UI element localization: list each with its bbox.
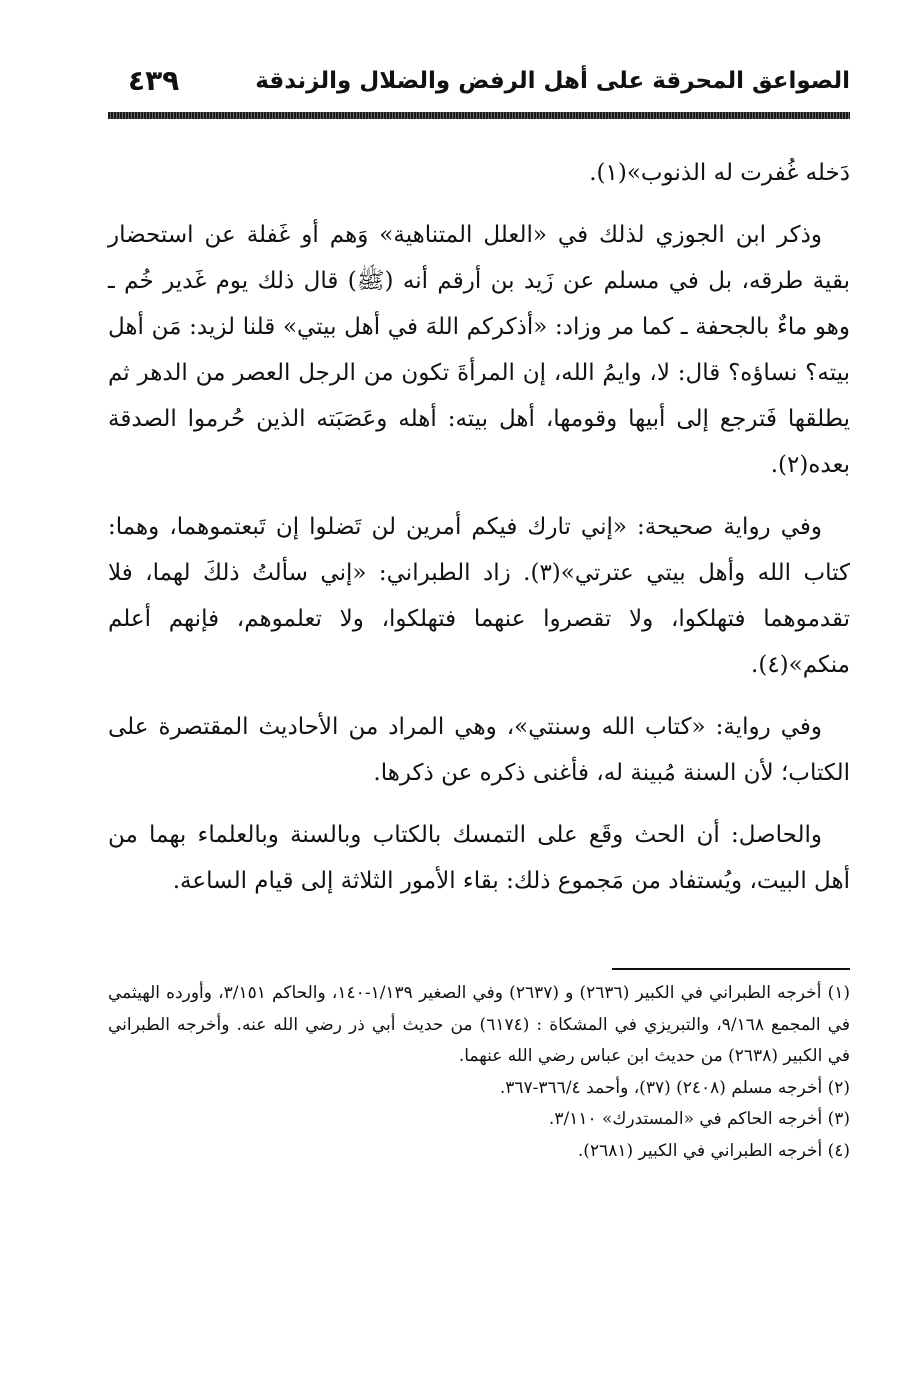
running-title: الصواعق المحرقة على أهل الرفض والضلال والزندقة (255, 68, 850, 94)
paragraph: وذكر ابن الجوزي لذلك في «العلل المتناهية» وَهم أو غَفلة عن استحضار بقية طرقه، بل في مسلم عن زَيد بن أرقم أنه (ﷺ) قال ذلك يوم غَدير خُم ـ وهو ماءٌ بالجحفة ـ كما مر وزاد: «أذكركم اللهَ في أهل بيتي» قلنا لزيد: مَن أهل بيته؟ نساؤه؟ قال: لا، وايمُ الله، إن المرأةَ تكون من الرجل العصر من الدهر ثم يطلقها فَترجع إلى أبيها وقومها، أهل بيته: أهله وعَصَبَته الذين حُرموا الصدقة بعده(٢). (108, 222, 850, 478)
running-header (108, 62, 850, 118)
footnotes (108, 978, 850, 1167)
paragraph: وفي رواية: «كتاب الله وسنتي»، وهي المراد من الأحاديث المقتصرة على الكتاب؛ لأن السنة مُبينة له، فأغنى ذكره عن ذكرها. (108, 714, 850, 786)
footnote: (٢) أخرجه مسلم (٢٤٠٨) (٣٧)، وأحمد ٣٦٦/٤-٣٦٧. (499, 1077, 850, 1098)
paragraph: دَخله غُفرت له الذنوب»(١). (589, 160, 850, 186)
paragraph: وفي رواية صحيحة: «إني تارك فيكم أمرين لن تَضلوا إن تَبعتموهما، وهما: كتاب الله وأهل بيتي عترتي»(٣). زاد الطبراني: «إني سألتُ ذلكَ لهما، فلا تقدموهما فتهلكوا، ولا تقصروا عنهما فتهلكوا، ولا تعلموهم، فإنهم أعلم منكم»(٤). (108, 514, 850, 678)
paragraph: والحاصل: أن الحث وقَع على التمسك بالكتاب وبالسنة وبالعلماء بهما من أهل البيت، ويُستفاد من مَجموع ذلك: بقاء الأمور الثلاثة إلى قيام الساعة. (108, 822, 850, 894)
footnote: (٣) أخرجه الحاكم في «المستدرك» ٣/١١٠. (548, 1109, 850, 1129)
header-rule (108, 112, 850, 119)
page-number: ٤٣٩ (128, 64, 180, 97)
footnote: (٤) أخرجه الطبراني في الكبير (٢٦٨١). (577, 1140, 850, 1161)
footnote: (١) أخرجه الطبراني في الكبير (٢٦٣٦) و (٢٦٣٧) وفي الصغير ١/١٣٩-١٤٠، والحاكم ٣/١٥١، وأورده الهيثمي في المجمع ٩/١٦٨، والتبريزي في المشكاة : (٦١٧٤) من حديث أبي ذر رضي الله عنه. وأخرجه الطبراني في الكبير (٢٦٣٨) من حديث ابن عباس رضي الله عنهما. (108, 983, 850, 1066)
body-text (108, 150, 850, 920)
footnote-separator (612, 968, 850, 970)
